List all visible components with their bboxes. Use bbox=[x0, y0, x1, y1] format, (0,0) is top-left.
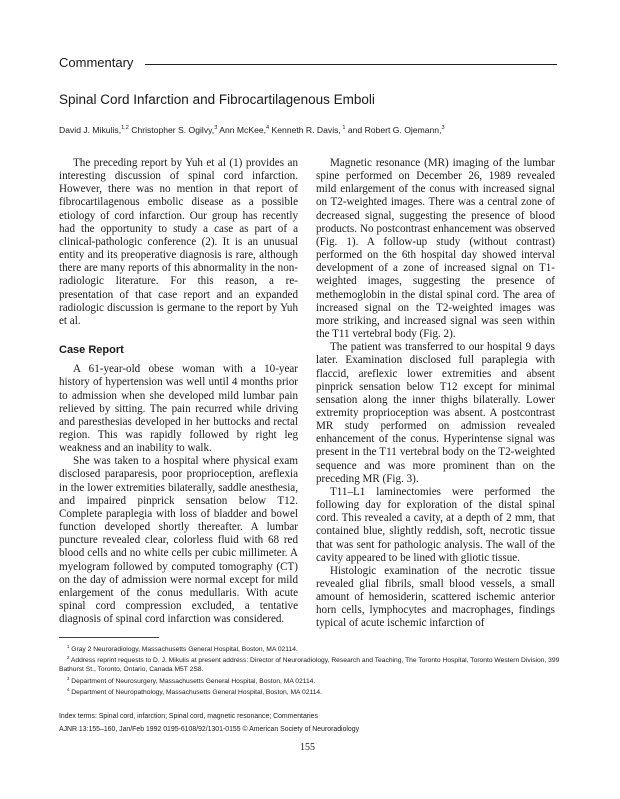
footnote: $^1$ Gray 2 Neuroradiology, Massachusetts General Hospital, Boston, MA 02114. bbox=[67, 643, 298, 653]
header-rule bbox=[145, 64, 557, 65]
author: Kenneth R. Davis, $^1$ bbox=[269, 125, 346, 135]
section-label: Commentary bbox=[59, 55, 134, 70]
author-list bbox=[59, 125, 579, 135]
right-column bbox=[316, 157, 555, 631]
body-paragraph: She was taken to a hospital where physical exam disclosed paraparesis, poor proprioception, areflexia in the lower extremities bilaterally, saddle anesthesia, and impaired pinprick sensation below T12. Complete paraplegia with loss of bladder and bowel function developed shortly thereafter. A lumbar puncture revealed clear, colorless fluid with 68 red blood cells and no white cells per cubic millimeter. A myelogram followed by computed tomography (CT) on the day of admission were normal except for mild enlargement of the conus medullaris. With acute spinal cord compression excluded, a tentative diagnosis of spinal cord infarction was considered. bbox=[59, 455, 298, 626]
body-paragraph: Magnetic resonance (MR) imaging of the lumbar spine performed on December 26, 1989 revealed mild enlargement of the conus with increased signal on T2-weighted images. There was a central zone of decreased signal, suggesting the presence of blood products. No postcontrast enhancement was observed (Fig. 1). A follow-up study (without contrast) performed on the 6th hospital day showed interval development of a zone of increased signal on T1-weighted images, suggesting the presence of methemoglobin in the distal spinal cord. The area of increased signal on the T2-weighted images was more striking, and increased signal was seen within the T11 vertebral body (Fig. 2). bbox=[316, 157, 555, 341]
intro-paragraph: The preceding report by Yuh et al (1) provides an interesting discussion of spinal cord infarction. However, there was no mention in that report of fibrocartilagenous embolic disease as a possible etiology of cord infarction. Our group has recently had the opportunity to study a case as part of a clinical-pathologic conference (2). It is an unusual entity and its preoperative diagnosis is rare, although there are many reports of this abnormality in the non-radiologic literature. For this reason, a re-presentation of that case report and an expanded radiologic discussion is germane to the report by Yuh et al. bbox=[59, 157, 298, 327]
article-title: Spinal Cord Infarction and Fibrocartilagenous Emboli bbox=[59, 92, 375, 107]
body-paragraph: The patient was transferred to our hospital 9 days later. Examination disclosed full paraplegia with flaccid, areflexic lower extremities and absent pinprick sensation below T12 except for minimal sensation along the inner thighs bilaterally. Lower extremity proprioception was absent. A postcontrast MR study performed on admission revealed enhancement of the conus. Hyperintense signal was present in the T11 vertebral body on the T2-weighted sequence and was more prominent than on the preceding MR (Fig. 3). bbox=[316, 341, 555, 485]
author: Ann McKee,$^4$ bbox=[217, 125, 270, 135]
case-report-heading: Case Report bbox=[59, 344, 124, 357]
footnote: $^2$ Address reprint requests to D. J. Mikulis at present address: Director of Neuroradiology, Research and Teaching, The Toronto Hospital, Toronto Western Division, 399 Bathurst St., Toronto, Ontario, Canada M5T 2S8. bbox=[59, 654, 560, 674]
footnote: $^4$ Department of Neuropathology, Massachusetts General Hospital, Boston, MA 02114. bbox=[67, 686, 322, 696]
footnote-rule bbox=[59, 637, 159, 638]
journal-citation: AJNR 13:155–160, Jan/Feb 1992 0195-6108/92/1301-0155 © American Society of Neuroradiology bbox=[59, 726, 360, 733]
body-paragraph: A 61-year-old obese woman with a 10-year history of hypertension was well until 4 months prior to admission when she developed mild lumbar pain relieved by sitting. The pain recurred while driving and paresthesias developed in her buttocks and rectal region. This was rapidly followed by right leg weakness and an inability to walk. bbox=[59, 363, 298, 455]
page-number: 155 bbox=[300, 742, 315, 753]
body-paragraph: Histologic examination of the necrotic tissue revealed glial fibrils, small blood vessels, a small amount of hemosiderin, scattered ischemic anterior horn cells, lymphocytes and macrophages, findings typical of acute ischemic infarction of bbox=[316, 564, 555, 630]
author: and Robert G. Ojemann,$^3$ bbox=[345, 125, 445, 135]
author: Christopher S. Ogilvy,$^3$ bbox=[128, 125, 218, 135]
footnote: $^3$ Department of Neurosurgery, Massachusetts General Hospital, Boston, MA 02114. bbox=[67, 675, 316, 685]
index-terms: Index terms: Spinal cord, infarction; Spinal cord, magnetic resonance; Commentaries bbox=[59, 713, 318, 720]
author: David J. Mikulis,$^{1,2}$ bbox=[59, 125, 129, 135]
body-paragraph: T11–L1 laminectomies were performed the following day for exploration of the distal spinal cord. This revealed a cavity, at a depth of 2 mm, that contained blue, slightly reddish, soft, necrotic tissue that was sent for pathologic analysis. The wall of the cavity appeared to be lined with gliotic tissue. bbox=[316, 485, 555, 564]
footnotes bbox=[59, 645, 569, 699]
left-column bbox=[59, 157, 298, 626]
